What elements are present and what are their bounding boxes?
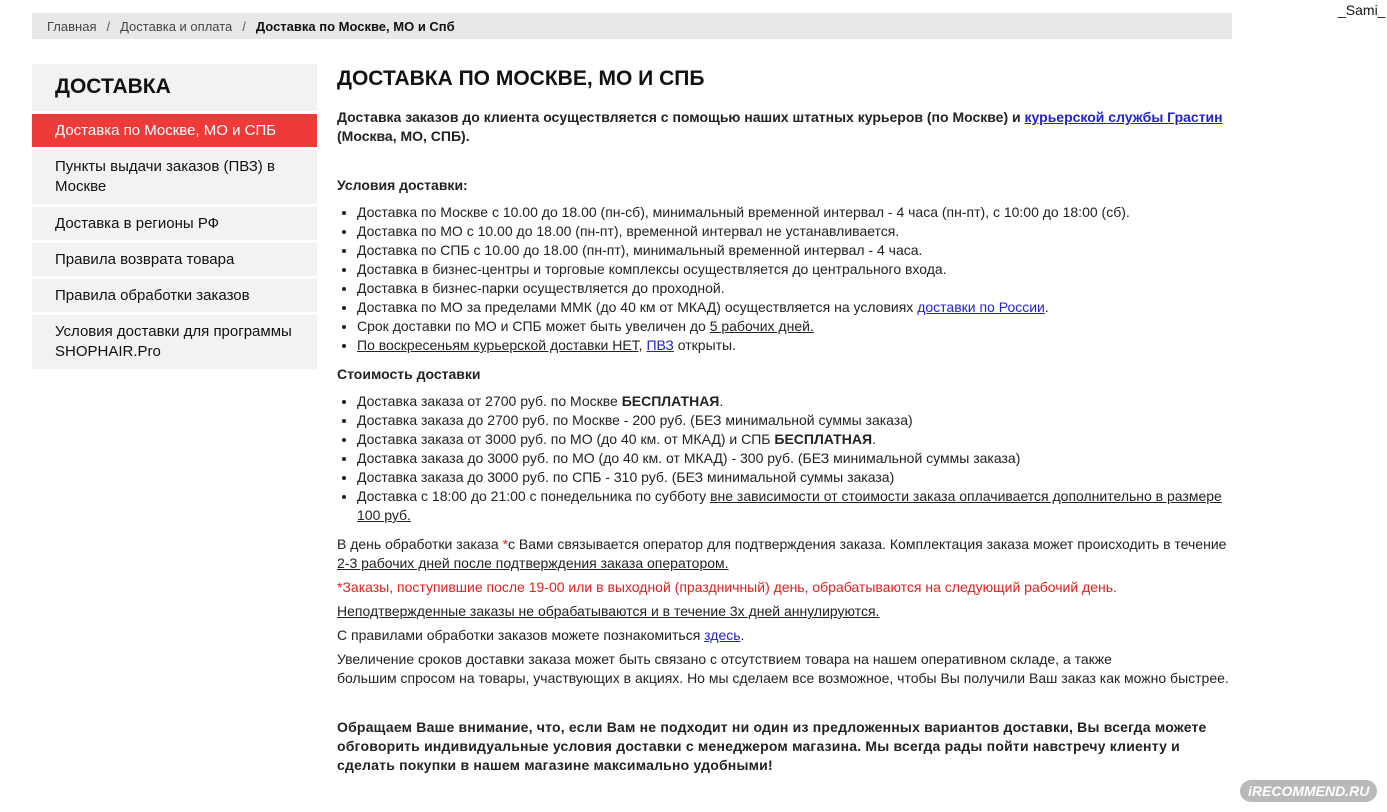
list-item-text: Доставка заказа от 2700 руб. по Москве	[357, 393, 622, 409]
list-item-tail: открыты.	[673, 337, 736, 353]
sidebar-item-returns[interactable]: Правила возврата товара	[32, 243, 317, 276]
processing-underlined: 2-3 рабочих дней после подтверждения заказа оператором.	[337, 555, 729, 571]
list-item	[357, 317, 1232, 336]
extra-fee-note: вне зависимости от стоимости заказа оплачивается дополнительно в размере 100 руб.	[357, 488, 1222, 523]
processing-mid: с Вами связывается оператор для подтверждения заказа. Комплектация заказа может происходить в течение	[508, 536, 1227, 552]
list-item: • Доставка заказа до 3000 руб. по СПБ - 310 руб. (БЕЗ минимальной суммы заказа)	[357, 468, 1232, 487]
user-name[interactable]: _Sami_	[1338, 2, 1386, 18]
list-item-text: Доставка заказа от 3000 руб. по МО (до 40 км. от МКАД) и СПБ	[357, 431, 775, 447]
processing-text: В день обработки заказа	[337, 536, 503, 552]
intro-paragraph	[337, 108, 1232, 146]
sidebar-item-shophair-pro[interactable]: Условия доставки для программы SHOPHAIR.Pro	[32, 315, 317, 369]
sidebar-item-pickup-points[interactable]: Пункты выдачи заказов (ПВЗ) в Москве	[32, 150, 317, 204]
list-item: • Доставка заказа до 3000 руб. по МО (до 40 км. от МКАД) - 300 руб. (БЕЗ минимальной суммы заказа)	[357, 449, 1232, 468]
pvz-link[interactable]: ПВЗ	[646, 337, 674, 353]
list-item	[357, 336, 1232, 355]
term-underlined: 5 рабочих дней.	[709, 318, 814, 334]
intro-tail: (Москва, МО, СПБ).	[337, 128, 470, 144]
breadcrumb-separator: /	[242, 18, 246, 34]
increase-line-1: Увеличение сроков доставки заказа может быть связано с отсутствием товара на нашем оперативном складе, а также	[337, 651, 1112, 667]
increase-paragraph	[337, 650, 1232, 688]
increase-line-2: большим спросом на товары, участвующих в акциях. Но мы сделаем все возможное, чтобы Вы получили Ваш заказ как можно быстрее.	[337, 670, 1229, 686]
rules-tail: .	[740, 627, 745, 643]
rules-paragraph	[337, 626, 1232, 645]
breadcrumb-section[interactable]: Доставка и оплата	[120, 18, 233, 34]
list-item: • Доставка в бизнес-центры и торговые комплексы осуществляется до центрального входа.	[357, 260, 1232, 279]
rules-link[interactable]: здесь	[704, 627, 741, 643]
list-item	[357, 430, 1232, 449]
unconfirmed-note: Неподтвержденные заказы не обрабатываются и в течение 3х дней аннулируются.	[337, 603, 880, 619]
free-label: БЕСПЛАТНАЯ	[774, 431, 873, 447]
list-item-text: Доставка по МО за пределами ММК (до 40 км от МКАД) осуществляется на условиях	[357, 299, 918, 315]
page-title: ДОСТАВКА ПО МОСКВЕ, МО И СПБ	[337, 67, 705, 90]
main-content	[337, 66, 1232, 789]
breadcrumb-separator: /	[106, 18, 111, 34]
breadcrumb	[32, 13, 1232, 39]
red-note: *Заказы, поступившие после 19-00 или в выходной (праздничный) день, обрабатываются на следующий рабочий день.	[337, 579, 1117, 595]
intro-text: Доставка заказов до клиента осуществляется с помощью наших штатных курьеров (по Москве) и	[337, 109, 1025, 125]
sunday-note: По воскресеньям курьерской доставки НЕТ,	[357, 337, 643, 353]
breadcrumb-home[interactable]: Главная	[47, 18, 97, 34]
sidebar-title: ДОСТАВКА	[32, 64, 317, 111]
sidebar-item-order-rules[interactable]: Правила обработки заказов	[32, 279, 317, 312]
list-item-tail: .	[719, 393, 724, 409]
cost-heading: Стоимость доставки	[337, 366, 481, 382]
watermark-logo: iRECOMMEND.RU	[1240, 780, 1377, 802]
list-item: • Доставка в бизнес-парки осуществляется до проходной.	[357, 279, 1232, 298]
closing-paragraph: Обращаем Ваше внимание, что, если Вам не подходит ни один из предложенных вариантов доставки, Вы всегда можете обговорить индивидуальные условия доставки с менеджером магазина. Мы всегда рады пойти навстречу клиенту и сделать покупки в нашем магазине максимально удобными!	[337, 719, 1207, 773]
list-item	[357, 487, 1232, 525]
rules-text: С правилами обработки заказов можете познакомиться	[337, 627, 705, 643]
list-item	[357, 298, 1232, 317]
sidebar-item-regions[interactable]: Доставка в регионы РФ	[32, 207, 317, 240]
list-item: • Доставка по Москве с 10.00 до 18.00 (пн-сб), минимальный временной интервал - 4 часа (пн-пт), с 10:00 до 18:00 (сб).	[357, 203, 1232, 222]
free-label: БЕСПЛАТНАЯ	[621, 393, 720, 409]
list-item: • Доставка по СПБ с 10.00 до 18.00 (пн-пт), минимальный временной интервал - 4 часа.	[357, 241, 1232, 260]
list-item-tail: .	[1044, 299, 1049, 315]
list-item-tail: .	[872, 431, 876, 447]
list-item	[357, 392, 1232, 411]
conditions-heading: Условия доставки:	[337, 177, 468, 193]
list-item: • Доставка заказа до 2700 руб. по Москве - 200 руб. (БЕЗ минимальной суммы заказа)	[357, 411, 1232, 430]
grastin-link[interactable]: курьерской службы Грастин	[1024, 109, 1223, 125]
conditions-list	[337, 203, 1232, 355]
russia-delivery-link[interactable]: доставки по России	[917, 299, 1045, 315]
sidebar	[32, 64, 317, 372]
list-item-text: Доставка с 18:00 до 21:00 с понедельника по субботу	[357, 488, 711, 504]
list-item-text: Срок доставки по МО и СПБ может быть увеличен до	[357, 318, 710, 334]
asterisk: *	[502, 536, 509, 552]
breadcrumb-current: Доставка по Москве, МО и Спб	[255, 18, 455, 34]
list-item: • Доставка по МО с 10.00 до 18.00 (пн-пт), временной интервал не устанавливается.	[357, 222, 1232, 241]
processing-paragraph	[337, 535, 1232, 573]
sidebar-item-moscow-delivery[interactable]: Доставка по Москве, МО и СПБ	[32, 114, 317, 147]
cost-list	[337, 392, 1232, 525]
